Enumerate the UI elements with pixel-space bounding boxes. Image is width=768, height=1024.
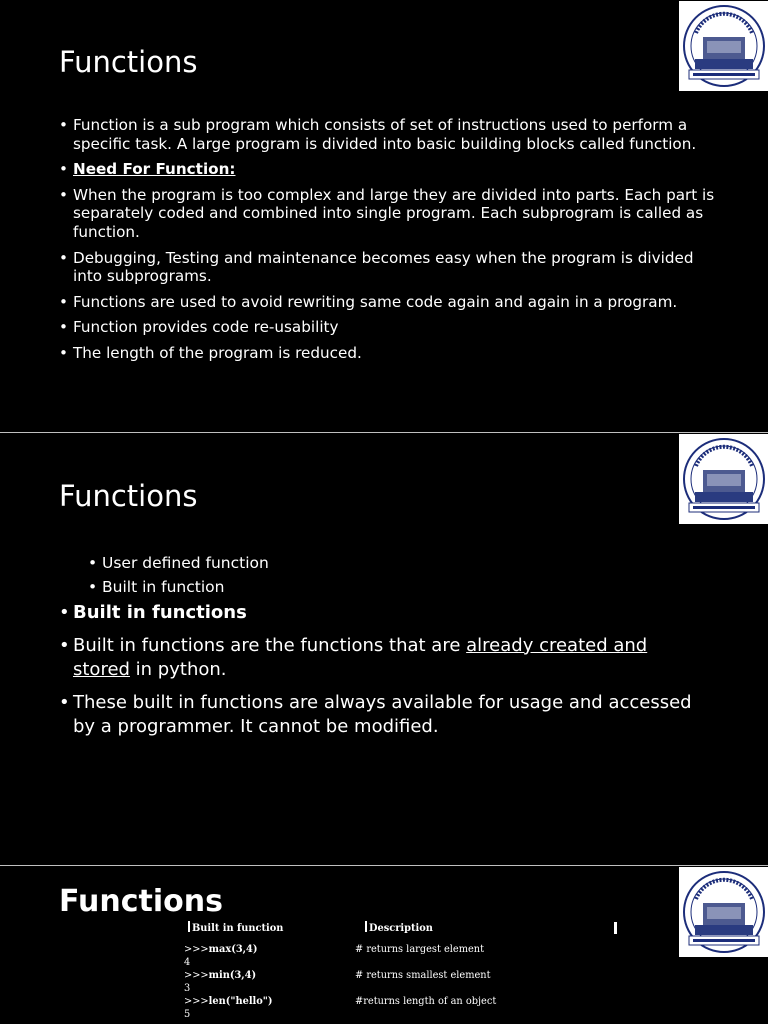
result-cell: 4	[184, 957, 191, 968]
sub-bullet-item: • User defined function	[88, 551, 269, 575]
vit-logo	[679, 434, 768, 524]
slide-1	[0, 0, 768, 432]
bullet-item: • Functions are used to avoid rewriting same code again and again in a program.	[59, 293, 719, 312]
bullet-text: in python.	[129, 659, 227, 680]
result-cell: 3	[184, 983, 191, 994]
slide-title: Functions	[59, 45, 198, 79]
description-cell: # returns largest element	[355, 944, 485, 955]
vit-logo	[679, 1, 768, 91]
result-cell: 5	[184, 1009, 191, 1020]
need-for-function-heading: Need For Function:	[73, 160, 236, 179]
bullet-item: • When the program is too complex and large they are divided into parts. Each part is separately coded and combined into single program. Each subprogram is called as function.	[59, 186, 719, 242]
code-call: len("hello")	[208, 996, 273, 1007]
underlined-phrase: already created and stored	[73, 634, 648, 680]
table-row	[184, 944, 258, 955]
code-prompt: >>>	[184, 996, 209, 1007]
bullet-item: • The length of the program is reduced.	[59, 344, 719, 363]
column-header-function: Built in function	[188, 921, 283, 934]
table-row	[184, 970, 256, 981]
code-call: max(3,4)	[208, 944, 258, 955]
sub-bullet-item: • Built in function	[88, 575, 269, 599]
bullet-item	[59, 634, 699, 683]
bullet-item: • These built in functions are always available for usage and accessed by a programmer. It cannot be modified.	[59, 691, 699, 740]
bullet-item: • Debugging, Testing and maintenance becomes easy when the program is divided into subprograms.	[59, 249, 719, 286]
slide-3	[0, 866, 768, 1024]
table-border-mark	[614, 922, 617, 934]
description-cell: # returns smallest element	[355, 970, 491, 981]
code-prompt: >>>	[184, 970, 209, 981]
slide-title: Functions	[59, 884, 223, 919]
bullet-text: Built in functions are the functions that are	[73, 634, 467, 656]
table-row	[184, 996, 273, 1007]
bullet-list	[59, 601, 699, 748]
sub-bullet-list	[88, 551, 269, 599]
bullet-item: • Function provides code re-usability	[59, 318, 719, 337]
bullet-item: • Function is a sub program which consists of set of instructions used to perform a specific task. A large program is divided into basic building blocks called function.	[59, 116, 719, 153]
slide-2	[0, 433, 768, 865]
column-header-description: Description	[365, 921, 433, 934]
built-in-functions-heading: Built in functions	[73, 602, 247, 623]
bullet-item	[59, 160, 719, 179]
code-prompt: >>>	[184, 944, 209, 955]
vit-logo	[679, 867, 768, 957]
description-cell: #returns length of an object	[355, 996, 497, 1007]
slide-title: Functions	[59, 479, 198, 513]
code-call: min(3,4)	[208, 970, 257, 981]
bullet-item	[59, 601, 699, 626]
bullet-list	[59, 116, 719, 370]
